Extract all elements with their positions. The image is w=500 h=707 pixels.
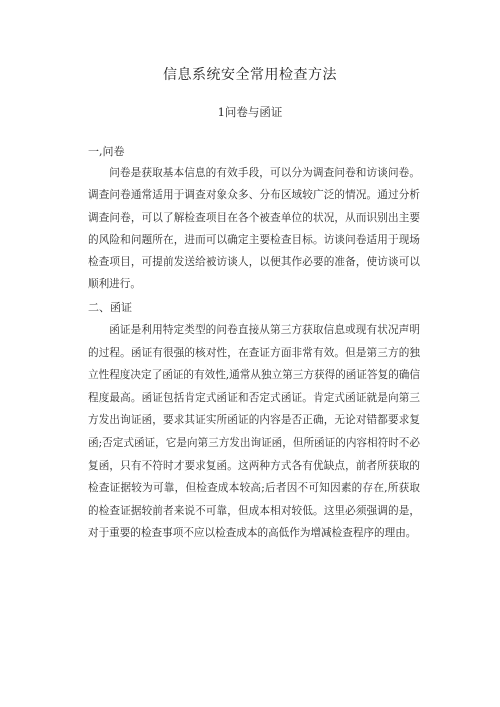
paragraph-questionnaire: 问卷是获取基本信息的有效手段，可以分为调查问卷和访谈问卷。调查问卷通常适用于调查对象众多、分布区域较广泛的情况。通过分析调查问卷，可以了解检查项目在各个被查单位的状况，从而识别出主要的风险和问题所在，进而可以确定主要检查目标。访谈问卷适用于现场检查项目，可提前发送给被访谈人，以便其作必要的准备，使访谈可以顺利进行。 xyxy=(88,167,420,291)
paragraph-confirmation: 函证是利用特定类型的问卷直接从第三方获取信息或现有状况声明的过程。函证有很强的核对性，在查证方面非常有效。但是第三方的独立性程度决定了函证的有效性,通常从独立第三方获得的函证答复的确信程度最高。函证包括肯定式函证和否定式函证。肯定式函证就是向第三方发出询证函，要求其证实所函证的内容是否正确，无论对错都要求复函;否定式函证，它是向第三方发出询证函，但所函证的内容相符时不必复函，只有不符时才要求复函。这两种方式各有优缺点，前者所获取的检查证据较为可靠，但检查成本较高;后者因不可知因素的存在,所获取的检查证据较前者来说不可靠，但成本相对较低。这里必须强调的是，对于重要的检查事项不应以检查成本的高低作为增减检查程序的理由。 xyxy=(88,324,420,540)
section-heading-confirmation: 二、函证 xyxy=(88,301,132,314)
document-title: 信息系统安全常用检查方法 xyxy=(163,67,337,83)
section-subtitle: 1问卷与函证 xyxy=(217,105,283,119)
section-heading-questionnaire: 一,问卷 xyxy=(88,145,125,158)
